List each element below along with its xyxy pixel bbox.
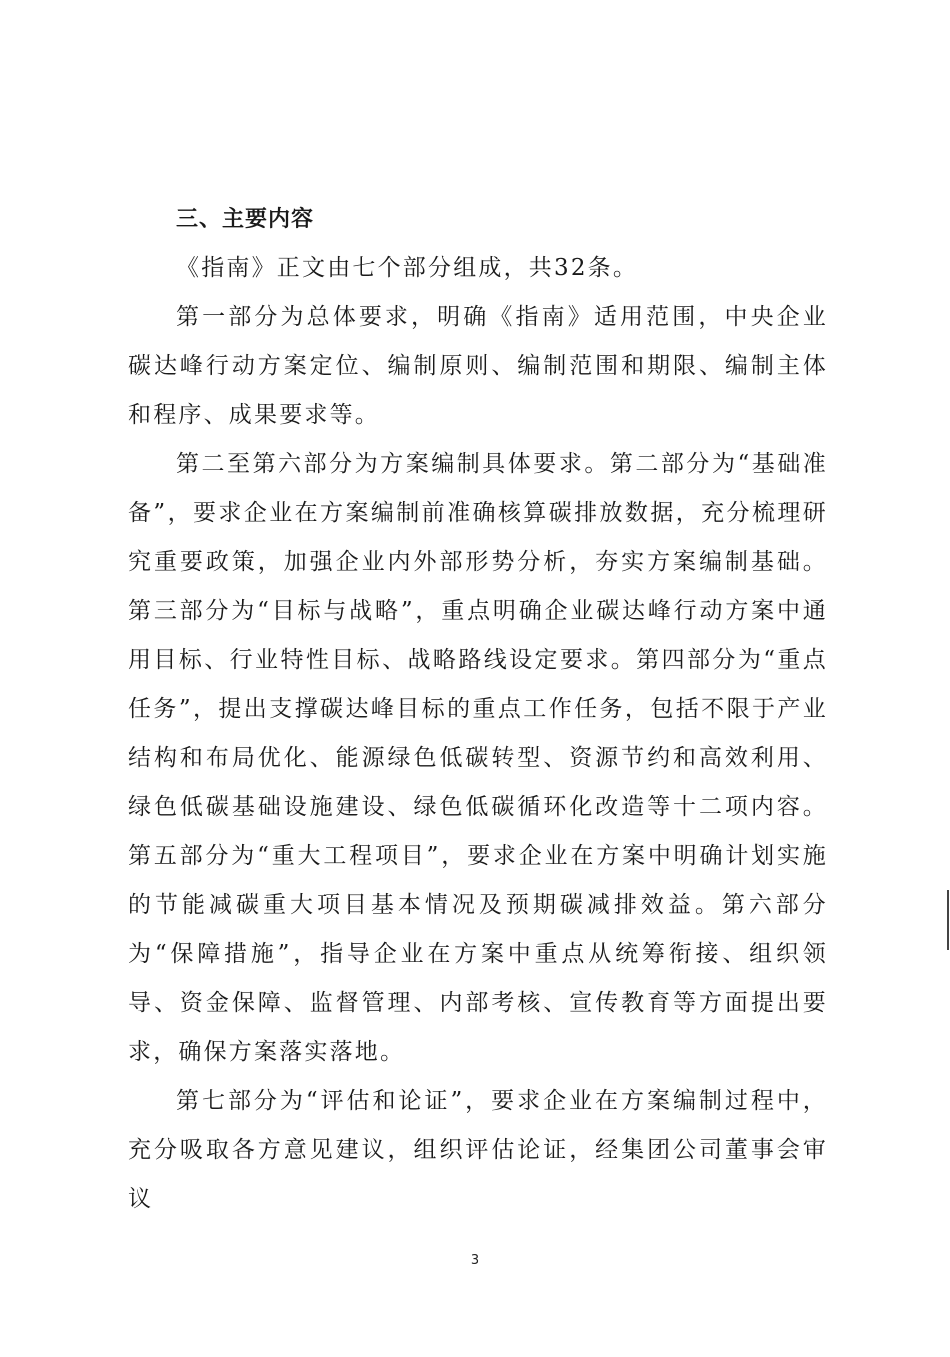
document-body <box>128 195 828 1224</box>
paragraph-parts-two-to-six: 第二至第六部分为方案编制具体要求。第二部分为“基础准备”，要求企业在方案编制前准确核算碳排放数据，充分梳理研究重要政策，加强企业内外部形势分析，夯实方案编制基础。第三部分为“目标与战略”，重点明确企业碳达峰行动方案中通用目标、行业特性目标、战略路线设定要求。第四部分为“重点任务”，提出支撑碳达峰目标的重点工作任务，包括不限于产业结构和布局优化、能源绿色低碳转型、资源节约和高效利用、绿色低碳基础设施建设、绿色低碳循环化改造等十二项内容。第五部分为“重大工程项目”，要求企业在方案中明确计划实施的节能减碳重大项目基本情况及预期碳减排效益。第六部分为“保障措施”，指导企业在方案中重点从统筹衔接、组织领导、资金保障、监督管理、内部考核、宣传教育等方面提出要求，确保方案落实落地。 <box>128 451 828 1065</box>
page-number: 3 <box>470 1253 480 1268</box>
paragraph-part-seven: 第七部分为“评估和论证”，要求企业在方案编制过程中，充分吸取各方意见建议，组织评估论证，经集团公司董事会审议 <box>128 1088 828 1212</box>
paragraph-overview: 《指南》正文由七个部分组成，共32条。 <box>176 255 639 281</box>
scan-edge-mark <box>947 890 949 950</box>
paragraph-part-one: 第一部分为总体要求，明确《指南》适用范围，中央企业碳达峰行动方案定位、编制原则、编制范围和期限、编制主体和程序、成果要求等。 <box>128 304 828 428</box>
section-heading: 三、主要内容 <box>176 207 315 232</box>
